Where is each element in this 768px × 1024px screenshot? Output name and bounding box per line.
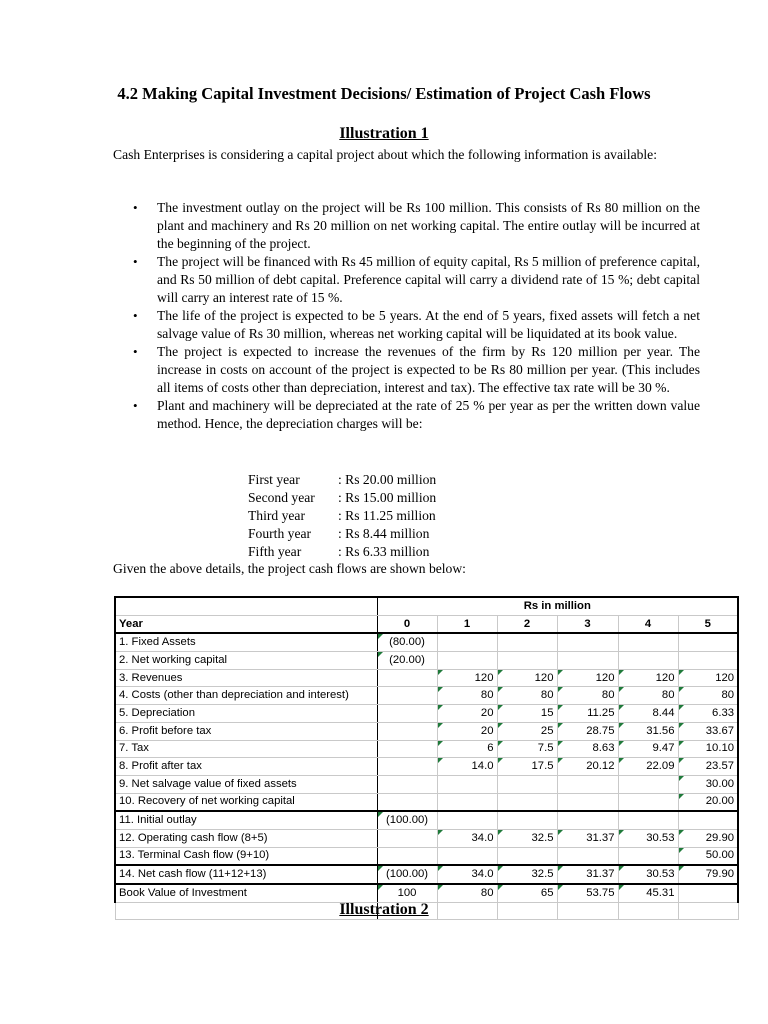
table-cell: 31.56: [618, 722, 678, 740]
table-cell: 25: [497, 722, 557, 740]
table-cell: 32.5: [497, 829, 557, 847]
bullet-icon: •: [133, 398, 138, 413]
table-cell: 28.75: [557, 722, 618, 740]
table-cell: 80: [437, 687, 497, 705]
table-cell: 20.00: [678, 793, 738, 811]
table-cell: 30.53: [618, 865, 678, 884]
table-cell: [557, 793, 618, 811]
row-label: 11. Initial outlay: [115, 811, 377, 829]
year-header: 5: [678, 615, 738, 633]
row-label: 5. Depreciation: [115, 705, 377, 723]
table-cell: [377, 705, 437, 723]
table-cell: 33.67: [678, 722, 738, 740]
table-cell: 120: [437, 669, 497, 687]
table-cell: 20.12: [557, 758, 618, 776]
table-cell: (20.00): [377, 652, 437, 670]
depreciation-amount: : Rs 6.33 million: [338, 544, 430, 559]
table-cell: [618, 775, 678, 793]
table-cell: [497, 633, 557, 651]
year-header: 4: [618, 615, 678, 633]
row-label: 10. Recovery of net working capital: [115, 793, 377, 811]
section-heading: 4.2 Making Capital Investment Decisions/ Estimation of Project Cash Flows: [117, 84, 651, 103]
table-cell: [377, 775, 437, 793]
table-row: [115, 669, 738, 687]
table-cell: [497, 652, 557, 670]
table-cell: [377, 687, 437, 705]
table-row: [115, 633, 738, 651]
list-item: [133, 397, 700, 433]
row-label: 1. Fixed Assets: [115, 633, 377, 651]
row-label: 8. Profit after tax: [115, 758, 377, 776]
table-cell: [618, 793, 678, 811]
depreciation-row: [248, 525, 436, 543]
cash-flow-table: [114, 596, 738, 920]
table-unit-row: [115, 597, 738, 615]
list-item-text: The project will be financed with Rs 45 million of equity capital, Rs 5 million of preference capital, and Rs 50 million of debt capital. Preference capital will carry a dividend rate of 15 %; debt capital will carry an interest rate of 15 %.: [157, 254, 700, 305]
list-item: [133, 253, 700, 307]
table-cell: [678, 811, 738, 829]
table-cell: 23.57: [678, 758, 738, 776]
table-cell: [437, 847, 497, 865]
given-text: Given the above details, the project cash flows are shown below:: [113, 561, 466, 576]
depreciation-amount: : Rs 11.25 million: [338, 508, 436, 523]
table-cell: (100.00): [377, 811, 437, 829]
depreciation-row: [248, 507, 436, 525]
table-row: [115, 775, 738, 793]
table-cell: 34.0: [437, 865, 497, 884]
list-item: [133, 343, 700, 397]
table-row: [115, 793, 738, 811]
table-cell: 80: [557, 687, 618, 705]
table-cell: [557, 847, 618, 865]
table-cell: 15: [497, 705, 557, 723]
table-cell: (100.00): [377, 865, 437, 884]
row-label: 12. Operating cash flow (8+5): [115, 829, 377, 847]
table-cell: [437, 811, 497, 829]
table-cell: [618, 652, 678, 670]
table-cell: [557, 633, 618, 651]
table-cell: 14.0: [437, 758, 497, 776]
table-cell: 11.25: [557, 705, 618, 723]
depreciation-amount: : Rs 8.44 million: [338, 526, 430, 541]
bullet-icon: •: [133, 308, 138, 323]
depreciation-row: [248, 543, 436, 561]
table-cell: 7.5: [497, 740, 557, 758]
table-cell: 120: [497, 669, 557, 687]
depreciation-year: Third year: [248, 508, 305, 523]
table-cell: 20: [437, 705, 497, 723]
row-label: 3. Revenues: [115, 669, 377, 687]
list-item: [133, 307, 700, 343]
table-cell: 45.31: [618, 884, 678, 902]
table-cell: 22.09: [618, 758, 678, 776]
depreciation-schedule: [248, 471, 436, 561]
bullet-icon: •: [133, 254, 138, 269]
table-cell: [678, 633, 738, 651]
bullet-icon: •: [133, 200, 138, 215]
row-label: 2. Net working capital: [115, 652, 377, 670]
list-item: [133, 199, 700, 253]
intro-paragraph: Cash Enterprises is considering a capital project about which the following information is available:: [113, 147, 657, 162]
bullet-icon: •: [133, 344, 138, 359]
table-cell: 17.5: [497, 758, 557, 776]
table-cell: 53.75: [557, 884, 618, 902]
table-row: [115, 652, 738, 670]
table-cell: 120: [678, 669, 738, 687]
depreciation-year: Fifth year: [248, 544, 302, 559]
table-cell: 100: [377, 884, 437, 902]
table-cell: [497, 793, 557, 811]
unit-header: Rs in million: [377, 597, 738, 615]
cash-flow-grid: [114, 596, 739, 920]
row-label: 13. Terminal Cash flow (9+10): [115, 847, 377, 865]
table-cell: 65: [497, 884, 557, 902]
table-cell: [678, 884, 738, 902]
table-row: [115, 687, 738, 705]
depreciation-amount: : Rs 15.00 million: [338, 490, 437, 505]
table-cell: [497, 775, 557, 793]
table-cell: 80: [678, 687, 738, 705]
illustration-2-title: Illustration 2: [339, 901, 429, 918]
table-row: [115, 865, 738, 884]
depreciation-row: [248, 471, 436, 489]
depreciation-year: First year: [248, 472, 300, 487]
table-cell: 30.00: [678, 775, 738, 793]
table-cell: [497, 847, 557, 865]
table-cell: [377, 829, 437, 847]
depreciation-amount: : Rs 20.00 million: [338, 472, 437, 487]
table-cell: [497, 811, 557, 829]
table-cell: [377, 740, 437, 758]
table-row: [115, 722, 738, 740]
table-cell: [377, 758, 437, 776]
table-cell: 31.37: [557, 829, 618, 847]
table-row: [115, 705, 738, 723]
table-cell: [678, 652, 738, 670]
depreciation-year: Fourth year: [248, 526, 312, 541]
table-cell: 120: [618, 669, 678, 687]
table-cell: [437, 793, 497, 811]
table-cell: (80.00): [377, 633, 437, 651]
table-cell: [618, 847, 678, 865]
table-cell: 6: [437, 740, 497, 758]
table-year-row: [115, 615, 738, 633]
row-label: 4. Costs (other than depreciation and interest): [115, 687, 377, 705]
table-cell: 80: [618, 687, 678, 705]
table-row: [115, 829, 738, 847]
table-cell: 9.47: [618, 740, 678, 758]
illustration-1-title: Illustration 1: [339, 125, 429, 142]
depreciation-row: [248, 489, 436, 507]
table-cell: [377, 722, 437, 740]
table-cell: 32.5: [497, 865, 557, 884]
table-cell: 120: [557, 669, 618, 687]
table-cell: 20: [437, 722, 497, 740]
table-cell: [437, 652, 497, 670]
table-row: [115, 740, 738, 758]
table-cell: 50.00: [678, 847, 738, 865]
list-item-text: The investment outlay on the project will be Rs 100 million. This consists of Rs 80 million on the plant and machinery and Rs 20 million on net working capital. The entire outlay will be incurred at the beginning of the project.: [157, 200, 700, 251]
list-item-text: Plant and machinery will be depreciated at the rate of 25 % per year as per the written down value method. Hence, the depreciation charges will be:: [157, 398, 700, 431]
table-corner-cell: [115, 597, 377, 615]
row-label: 9. Net salvage value of fixed assets: [115, 775, 377, 793]
table-cell: [437, 775, 497, 793]
assumptions-list: [133, 199, 700, 433]
table-row: [115, 847, 738, 865]
table-cell: 6.33: [678, 705, 738, 723]
year-header: 3: [557, 615, 618, 633]
table-cell: 10.10: [678, 740, 738, 758]
table-cell: [377, 669, 437, 687]
table-row: [115, 811, 738, 829]
table-cell: 80: [437, 884, 497, 902]
table-cell: [618, 811, 678, 829]
table-cell: 79.90: [678, 865, 738, 884]
table-cell: [437, 633, 497, 651]
table-cell: 31.37: [557, 865, 618, 884]
depreciation-year: Second year: [248, 490, 315, 505]
row-label: 6. Profit before tax: [115, 722, 377, 740]
year-header: 2: [497, 615, 557, 633]
table-cell: [377, 847, 437, 865]
row-label: 14. Net cash flow (11+12+13): [115, 865, 377, 884]
table-cell: 8.44: [618, 705, 678, 723]
year-header: 1: [437, 615, 497, 633]
list-item-text: The project is expected to increase the revenues of the firm by Rs 120 million per year. The increase in costs on account of the project is expected to be Rs 80 million per year. (This includes all items of costs other than depreciation, interest and tax). The effective tax rate will be 30 %.: [157, 344, 700, 395]
year-label: Year: [115, 615, 377, 633]
table-cell: [557, 652, 618, 670]
row-label: 7. Tax: [115, 740, 377, 758]
table-cell: [557, 775, 618, 793]
table-cell: [557, 811, 618, 829]
table-cell: [377, 793, 437, 811]
table-cell: 30.53: [618, 829, 678, 847]
table-cell: 8.63: [557, 740, 618, 758]
table-cell: 29.90: [678, 829, 738, 847]
table-cell: [618, 633, 678, 651]
table-cell: 34.0: [437, 829, 497, 847]
row-label: Book Value of Investment: [115, 884, 377, 902]
table-row: [115, 884, 738, 902]
table-row: [115, 758, 738, 776]
table-cell: 80: [497, 687, 557, 705]
year-header: 0: [377, 615, 437, 633]
list-item-text: The life of the project is expected to be 5 years. At the end of 5 years, fixed assets will fetch a net salvage value of Rs 30 million, whereas net working capital will be liquidated at its book value.: [157, 308, 700, 341]
